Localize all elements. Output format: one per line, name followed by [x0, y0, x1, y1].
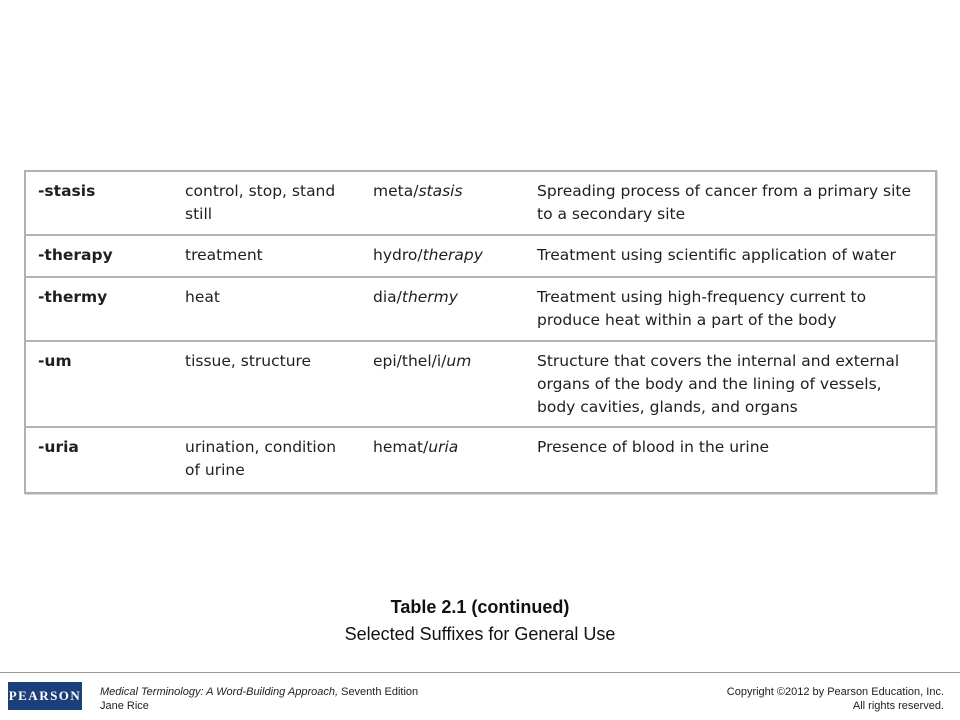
example-cell [361, 235, 531, 277]
definition-cell: Structure that covers the internal and external organs of the body and the lining of vessels, body cavities, glands, and organs [531, 341, 936, 427]
meaning-cell: heat [171, 277, 361, 341]
meaning-cell: urination, condition of urine [171, 427, 361, 493]
book-title: Medical Terminology: A Word-Building Approach, [100, 686, 339, 698]
suffix-cell: -uria [25, 427, 171, 493]
example-root: meta/ [373, 182, 419, 200]
table-caption-subtitle: Selected Suffixes for General Use [344, 624, 616, 644]
meaning-cell: control, stop, stand still [185, 182, 336, 223]
example-root: epi/thel/i/ [373, 352, 447, 370]
book-citation [100, 685, 418, 713]
example-suffix: uria [428, 438, 459, 456]
example-cell [361, 171, 531, 235]
definition-cell: Treatment using high-frequency current to produce heat within a part of the body [531, 277, 936, 341]
example-cell [361, 341, 531, 427]
copyright-text: Copyright ©2012 by Pearson Education, Inc. [726, 686, 944, 698]
definition-cell: Treatment using scientific application of water [531, 235, 936, 277]
example-suffix: thermy [401, 288, 458, 306]
example-root: hydro/ [373, 246, 423, 264]
suffix-cell: -stasis [38, 182, 96, 200]
example-suffix: therapy [422, 246, 483, 264]
example-root: dia/ [373, 288, 402, 306]
meaning-cell: tissue, structure [171, 341, 361, 427]
table-row [25, 171, 936, 235]
table-row [25, 235, 936, 277]
rights-text: All rights reserved. [852, 700, 944, 712]
pearson-logo: PEARSON [8, 682, 82, 710]
suffix-table [24, 170, 937, 494]
example-suffix: um [446, 352, 472, 370]
definition-cell: Presence of blood in the urine [531, 427, 936, 493]
definition-cell: Spreading process of cancer from a primary site to a secondary site [537, 182, 912, 223]
example-suffix: stasis [418, 182, 463, 200]
suffix-cell: -thermy [25, 277, 171, 341]
table-caption-title: Table 2.1 (continued) [390, 597, 570, 617]
example-cell [361, 427, 531, 493]
meaning-cell: treatment [171, 235, 361, 277]
book-author: Jane Rice [100, 700, 149, 712]
suffix-cell: -um [25, 341, 171, 427]
example-cell [361, 277, 531, 341]
table-row [25, 341, 936, 427]
suffix-cell: -therapy [25, 235, 171, 277]
copyright-notice [727, 685, 944, 713]
table-row [25, 277, 936, 341]
table-row [25, 427, 936, 493]
book-edition: Seventh Edition [338, 686, 419, 698]
slide-footer [0, 672, 960, 720]
example-root: hemat/ [373, 438, 429, 456]
